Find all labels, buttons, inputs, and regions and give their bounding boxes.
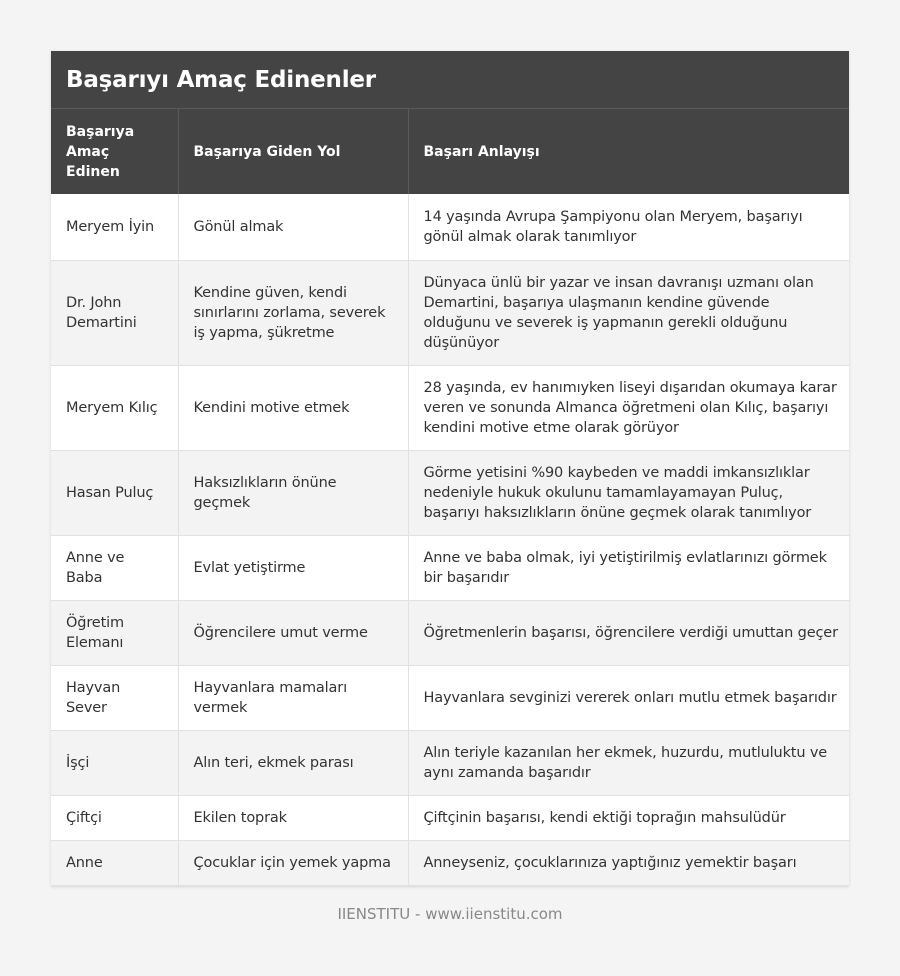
table-row: [51, 535, 849, 600]
table-row: [51, 365, 849, 450]
cell-person: Dr. John Demartini: [51, 260, 178, 365]
cell-understanding: Anne ve baba olmak, iyi yetiştirilmiş evlatlarınızı görmek bir başarıdır: [408, 535, 849, 600]
cell-person: Meryem Kılıç: [51, 365, 178, 450]
success-table: [51, 108, 849, 886]
cell-path: Hayvanlara mamaları vermek: [178, 665, 408, 730]
table-card: [51, 51, 849, 886]
table-row: [51, 450, 849, 535]
cell-person: Anne: [51, 840, 178, 885]
table-header-row: [51, 109, 849, 195]
cell-path: Çocuklar için yemek yapma: [178, 840, 408, 885]
table-row: [51, 840, 849, 885]
cell-understanding: Dünyaca ünlü bir yazar ve insan davranışı uzmanı olan Demartini, başarıya ulaşmanın kendine güvende olduğunu ve severek iş yapmanın gerekli olduğunu düşünüyor: [408, 260, 849, 365]
footer-credit: IIENSTITU - www.iienstitu.com: [337, 905, 563, 923]
cell-understanding: Hayvanlara sevginizi vererek onları mutlu etmek başarıdır: [408, 665, 849, 730]
cell-path: Alın teri, ekmek parası: [178, 730, 408, 795]
table-row: [51, 194, 849, 260]
cell-person: Meryem İyin: [51, 194, 178, 260]
cell-understanding: 14 yaşında Avrupa Şampiyonu olan Meryem, başarıyı gönül almak olarak tanımlıyor: [408, 194, 849, 260]
cell-person: Çiftçi: [51, 795, 178, 840]
title-bar: [51, 51, 849, 108]
cell-path: Gönül almak: [178, 194, 408, 260]
column-header-path: Başarıya Giden Yol: [178, 109, 408, 195]
cell-path: Kendini motive etmek: [178, 365, 408, 450]
cell-understanding: Anneyseniz, çocuklarınıza yaptığınız yemektir başarı: [408, 840, 849, 885]
cell-path: Öğrencilere umut verme: [178, 600, 408, 665]
table-row: [51, 665, 849, 730]
cell-understanding: Görme yetisini %90 kaybeden ve maddi imkansızlıklar nedeniyle hukuk okulunu tamamlayamayan Puluç, başarıyı haksızlıkların önüne geçmek olarak tanımlıyor: [408, 450, 849, 535]
cell-understanding: Çiftçinin başarısı, kendi ektiği toprağın mahsulüdür: [408, 795, 849, 840]
cell-person: Hayvan Sever: [51, 665, 178, 730]
table-row: [51, 600, 849, 665]
cell-person: Anne ve Baba: [51, 535, 178, 600]
cell-path: Ekilen toprak: [178, 795, 408, 840]
table-row: [51, 795, 849, 840]
cell-understanding: Alın teriyle kazanılan her ekmek, huzurdu, mutluluktu ve aynı zamanda başarıdır: [408, 730, 849, 795]
cell-understanding: Öğretmenlerin başarısı, öğrencilere verdiği umuttan geçer: [408, 600, 849, 665]
cell-person: Öğretim Elemanı: [51, 600, 178, 665]
cell-path: Kendine güven, kendi sınırlarını zorlama, severek iş yapma, şükretme: [178, 260, 408, 365]
cell-person: Hasan Puluç: [51, 450, 178, 535]
page-title: Başarıyı Amaç Edinenler: [66, 66, 376, 93]
table-row: [51, 260, 849, 365]
cell-path: Evlat yetiştirme: [178, 535, 408, 600]
column-header-person: Başarıya Amaç Edinen: [51, 109, 178, 195]
cell-person: İşçi: [51, 730, 178, 795]
cell-path: Haksızlıkların önüne geçmek: [178, 450, 408, 535]
cell-understanding: 28 yaşında, ev hanımıyken liseyi dışarıdan okumaya karar veren ve sonunda Almanca öğretmeni olan Kılıç, başarıyı kendini motive etme olarak görüyor: [408, 365, 849, 450]
column-header-understanding: Başarı Anlayışı: [408, 109, 849, 195]
table-row: [51, 730, 849, 795]
